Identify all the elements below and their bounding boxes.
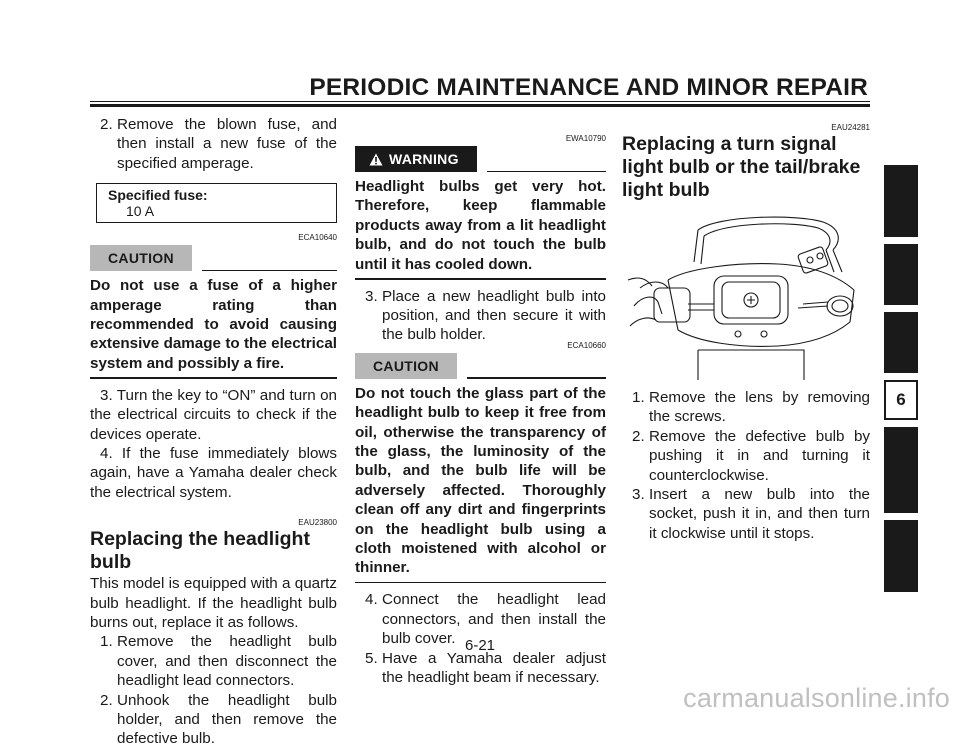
paragraph: 3. Turn the key to “ON” and turn on the electrical circuits to check if the devices operate.: [90, 386, 337, 443]
step-number: 2.: [632, 427, 645, 445]
step-text: Unhook the headlight bulb holder, and then remove the defective bulb.: [117, 691, 337, 748]
section-heading: Replacing a turn signal light bulb or the tail/brake light bulb: [622, 133, 861, 201]
warning-label: WARNING: [389, 151, 459, 167]
step-number: 3.: [365, 287, 378, 305]
caution-label: CAUTION: [90, 245, 192, 271]
step-text: Remove the blown fuse, and then install a new fuse of the specified amperage.: [117, 116, 337, 172]
list-item: [622, 427, 870, 485]
page-number: 6-21: [464, 637, 496, 654]
step-number: 3.: [632, 486, 645, 504]
paragraph: 4. If the fuse immediately blows again, have a Yamaha dealer check the electrical system.: [90, 444, 337, 501]
step-text: Connect the headlight lead connectors, and then install the bulb cover.: [382, 591, 606, 648]
list-item: [622, 388, 870, 427]
caution-label: CAUTION: [355, 353, 457, 379]
caution-text: Do not use a fuse of a higher amperage rating than recommended to avoid causing extensive damage to the electrical system and possibly a fire.: [90, 277, 337, 372]
step-number: 2.: [100, 691, 113, 709]
step-number: 2.: [100, 116, 113, 133]
step-text: Remove the lens by removing the screws.: [649, 389, 870, 426]
tail-light-illustration: [622, 210, 870, 382]
caution-header: [90, 245, 337, 271]
step-text: Remove the headlight bulb cover, and then disconnect the headlight lead connectors.: [117, 633, 337, 690]
chapter-tab-active: 6: [884, 380, 918, 420]
caution-end-rule: [90, 377, 337, 379]
step-number: 1.: [632, 389, 645, 406]
chapter-tab: [884, 312, 918, 373]
right-column: [622, 115, 870, 543]
step-text: Place a new headlight bulb into position, and then secure it with the bulb holder.: [382, 287, 606, 344]
list-item: [355, 649, 606, 688]
step-number: 1.: [100, 633, 113, 651]
step-text: Remove the defective bulb by pushing it in and turning it counterclockwise.: [649, 427, 870, 484]
page-header-title: PERIODIC MAINTENANCE AND MINOR REPAIR: [309, 74, 868, 101]
caution-code: ECA10660: [567, 340, 606, 350]
warning-icon: [369, 153, 383, 166]
list-item: [90, 691, 337, 749]
warning-header: [355, 146, 606, 172]
chapter-tab: [884, 165, 918, 237]
caution-text: Do not touch the glass part of the headlight bulb to keep it free from oil, otherwise the transparency of the glass, the luminosity of the bulb, and the bulb life will be adversely affected. Thoroughly clean off any dirt and fingerprints on the headlight bulb using a cloth moistened with alcohol or thinner.: [355, 384, 606, 577]
caution-header: [355, 353, 606, 379]
section-code: EAU24281: [831, 123, 870, 132]
step-number: 4.: [365, 591, 378, 609]
chapter-tab: [884, 427, 918, 513]
watermark: carmanualsonline.info: [683, 683, 950, 713]
step-text: Have a Yamaha dealer adjust the headlight beam if necessary.: [382, 649, 606, 686]
spec-label: Specified fuse:: [108, 187, 208, 204]
warning-rule: [487, 171, 606, 173]
section-heading: Replacing the headlight bulb: [90, 528, 310, 574]
middle-column: [355, 134, 606, 687]
paragraph: This model is equipped with a quartz bulb headlight. If the headlight bulb burns out, replace it as follows.: [90, 575, 337, 631]
section-code: EAU23800: [298, 518, 337, 528]
caution-rule: [467, 377, 606, 379]
caution-code: ECA10640: [298, 233, 337, 243]
chapter-tab: [884, 244, 918, 305]
step-text: Insert a new bulb into the socket, push it in, and then turn it clockwise until it stops.: [649, 486, 870, 542]
warning-text: Headlight bulbs get very hot. Therefore, keep flammable products away from a lit headlight bulb, and do not touch the bulb until it has cooled down.: [355, 178, 606, 273]
caution-end-rule: [355, 582, 606, 584]
warning-code: EWA10790: [565, 134, 606, 143]
header-rule-thin: [90, 101, 870, 102]
warning-label-pill: [355, 146, 477, 172]
list-item: [355, 287, 606, 345]
step-number: 5.: [365, 649, 378, 667]
spec-box: [96, 183, 337, 223]
header-rule-thick: [90, 104, 870, 107]
spec-value: 10 A: [126, 203, 155, 220]
list-item: [622, 485, 870, 543]
warning-end-rule: [355, 278, 606, 280]
caution-rule: [202, 270, 337, 272]
list-item: [90, 115, 337, 173]
tail-light-figure-icon: [628, 210, 864, 382]
chapter-tab: [884, 520, 918, 592]
